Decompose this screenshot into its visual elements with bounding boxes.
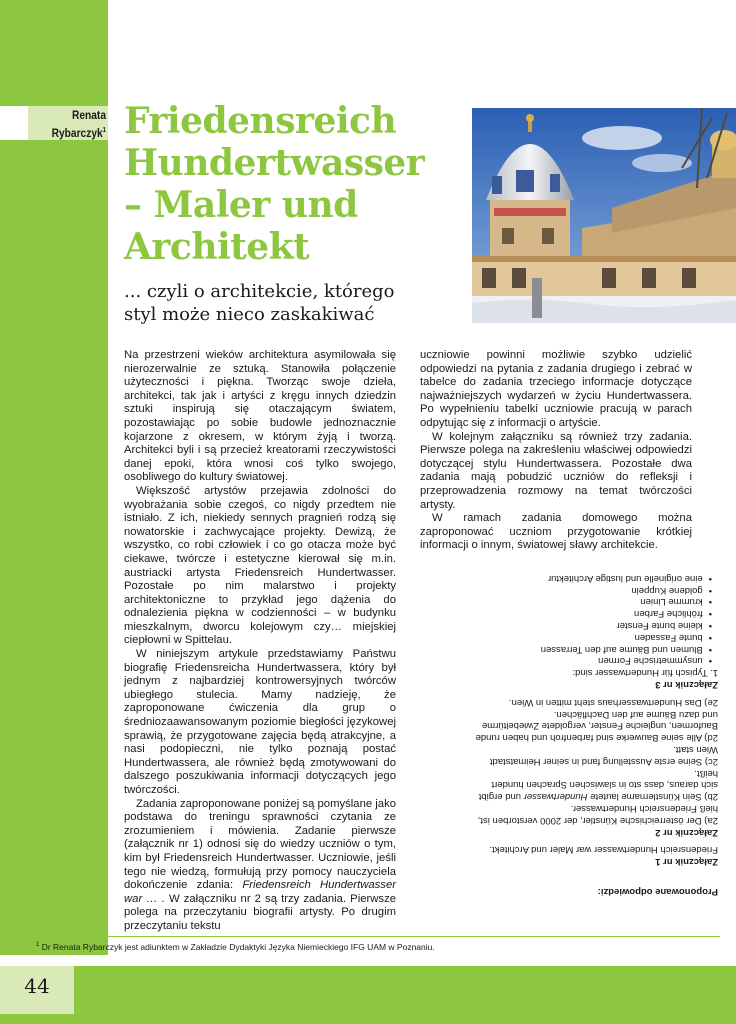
list-item: • eine originelle und lustige Architektur xyxy=(472,572,712,584)
title-line-3: – Maler und xyxy=(124,184,358,226)
paragraph: W niniejszym artykule przedstawiamy Państwu biografię Friedensreicha Hundertwassera, który był jednym z najbardziej kontrowersyjnych twórców ubiegłego stulecia. Mamy nadzieję, że zaproponowane ćwiczenia dla grup o średniozaawansowanym poziomie biegłości językowej sprawią, że przygotowane zajęcia będą atrakcyjne, a nasi podopieczni, nie tylko poznają postać Hundertwassera, ale również będą zmotywowani do dalszego poszukiwania informacji dotyczących jego twórczości. xyxy=(124,648,396,796)
answer-2a: 2a) Der österreichische Künstler, der 2000 verstorben ist, hieß Friedensreich Hundertwasser. xyxy=(477,803,718,826)
article-subtitle xyxy=(124,280,469,326)
paragraph: W kolejnym załączniku są również trzy zadania. Pierwsze polega na zakreśleniu właściwej odpowiedzi dotyczącej stylu Hundertwassera. Pozostałe dwa zadania mają pobudzić uczniów do refleksji i przeprowadzenia rozmowy na temat twórczości artysty. xyxy=(420,430,692,511)
paragraph: Większość artystów przejawia zdolności do wyobrażania sobie czegoś, co nigdy przedtem nie istniało. Z ich, niekiedy sennych pragnień rodzą się nowatorskie i zachwycające projekty. Dewizą, że wszystko, co robi człowiek i co go otacza może być ciekawe, twórcze i estetyczne kierował się m.in. austriacki artysta Friedensreich Hundertwasser. Pozostałe po nim malarstwo i projekty architektoniczne to przykład jego dążenia do odnalezienia piękna w codzienności – w budynku mieszkalnym, dworcu kolejowym czy… miejskiej ciepłowni w Spittelau. xyxy=(124,484,396,647)
answer-2b-text: und ergibt sich daraus, dass sto in slawischen Sprachen hundert heißt. xyxy=(478,767,718,803)
building-photo xyxy=(472,108,736,323)
answer-key-upside-down xyxy=(472,572,718,897)
attachment-3-title: Załącznik nr 3 xyxy=(655,679,718,691)
footnote xyxy=(36,940,716,953)
answer-3-list xyxy=(472,572,718,666)
author-first-name: Renata xyxy=(71,108,106,122)
paragraph: uczniowie powinni możliwie szybko udzielić odpowiedzi na pytania z zadania drugiego i zebrać w tabelce do zadania trzeciego informacje dotyczące najważniejszych wydarzeń w życiu Hundertwassera. Po wypełnieniu tabelki uczniowie pracują w parach odpytując się z informacji o artyście. xyxy=(420,349,692,429)
attachment-1-text: Friedensreich Hundertwasser war Maler und Architekt. xyxy=(489,844,718,856)
title-line-2: Hundertwasser xyxy=(124,142,425,184)
attachment-2-title: Załącznik nr 2 xyxy=(655,826,718,838)
paragraph xyxy=(124,798,396,934)
paragraph-italic-text: Friedensreich Hundertwasser war … . xyxy=(124,879,396,905)
list-item: • Blumen und Bäume auf den Terrassen xyxy=(472,643,712,655)
answer-2b-italic: Hundertwasser xyxy=(523,791,588,803)
paragraph: Na przestrzeni wieków architektura asymilowała się nierozerwalnie ze sztuką. Stanowiła połączenie użyteczności i piękna. Tworząc swoje dzieła, architekci, tak jak i artyści z kręgu innych dziedzin sztuki inspirują się otaczającym światem, pozostawiając po sobie budowle jednoznacznie kojarzone z okresem, w którym żyją i tworzą. Architekci byli i są przecież kreatorami rzeczywistości danej epoki, która wnosi coś tylko swojego, osobliwego do kultury światowej. xyxy=(124,349,396,484)
answer-3-intro: 1. Typisch für Hundertwasser sind: xyxy=(572,667,718,679)
subtitle-line-2: styl może nieco zaskakiwać xyxy=(124,304,375,325)
top-green-bar xyxy=(0,0,108,106)
article-column-right xyxy=(420,349,692,553)
footnote-mark: 1 xyxy=(36,942,40,948)
author-last-name: Rybarczyk xyxy=(51,126,103,140)
list-item: • bunte Fassaden xyxy=(472,631,712,643)
list-item: • goldene Kuppeln xyxy=(472,584,712,596)
author-name xyxy=(41,108,106,141)
article-column-left xyxy=(124,349,396,934)
answer-2d: 2d) Alle seine Bauwerke sind farbenfroh und haben runde Bauformen, ungleiche Fenster, vergoldete Zwiebeltürme und dazu Bäume auf den Dachflächen. xyxy=(475,708,718,744)
paragraph: W ramach zadania domowego można zaproponować uczniom przygotowanie krótkiej informacji o innym, światowej sławy architekcie. xyxy=(420,512,692,552)
footnote-divider xyxy=(28,936,720,937)
paragraph-text: W załączniku nr 2 są trzy zadania. Pierwsze polega na przeczytaniu biografii artysty. Po drugim przeczytaniu tekstu xyxy=(124,892,397,932)
answers-heading: Proponowane odpowiedzi: xyxy=(597,886,718,897)
list-item: • fröhliche Farben xyxy=(472,607,712,619)
list-item: • krumme Linien xyxy=(472,596,712,608)
subtitle-line-1: ... czyli o architekcie, którego xyxy=(124,281,395,302)
answer-2b xyxy=(472,767,718,802)
footnote-text: Dr Renata Rybarczyk jest adiunktem w Zakładzie Dydaktyki Języka Niemieckiego IFG UAM w Poznaniu. xyxy=(39,941,435,952)
answer-2c: 2c) Seine erste Ausstellung fand in seiner Heimatstadt Wien statt. xyxy=(489,744,718,767)
page-number: 44 xyxy=(24,974,50,998)
title-line-1: Friedensreich xyxy=(124,100,397,142)
list-item: • kleine bunte Fenster xyxy=(472,619,712,631)
paragraph-text: Zadania zaproponowane poniżej są pomyślane jako podstawa do treningu sprawności czytania ze zrozumieniem i mówienia. Zadanie pierwsze (załącznik nr 1) odnosi się do wiedzy uczniów o tym, kim był Friedensreich Hundertwasser. Uczniowie, jeśli tego nie wiedzą, formułują przy pomocy nauczyciela dokończenie zdania: xyxy=(124,797,396,892)
answer-2e: 2e) Das Hundertwasserhaus steht mitten in Wien. xyxy=(508,696,718,708)
author-note-mark: 1 xyxy=(102,127,106,134)
list-item: • unsymmetrische Formen xyxy=(472,655,712,667)
attachment-1-title: Załącznik nr 1 xyxy=(655,856,718,868)
article-title xyxy=(124,100,464,268)
bottom-green-bar xyxy=(0,966,736,1024)
side-green-bar xyxy=(0,140,108,955)
title-line-4: Architekt xyxy=(124,226,310,268)
answer-2b-text: 2b) Sein Künstlername lautete xyxy=(587,791,718,803)
